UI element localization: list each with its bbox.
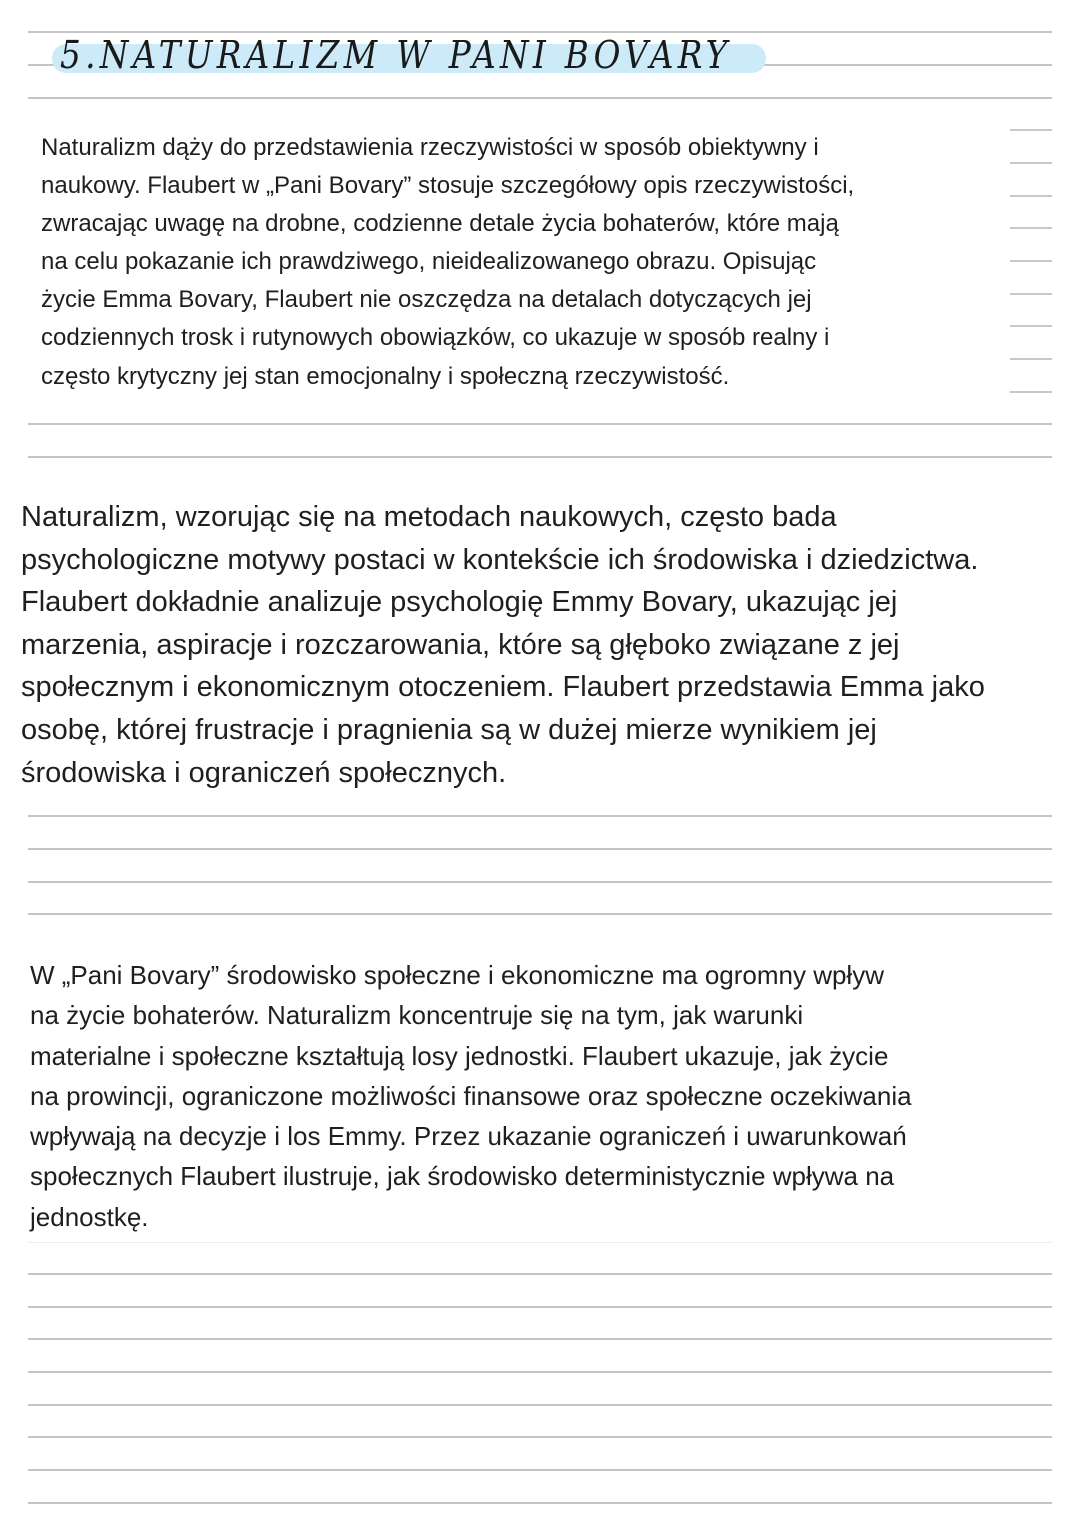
rule-line bbox=[28, 815, 1052, 817]
rule-line bbox=[28, 1436, 1052, 1438]
rule-line bbox=[28, 1469, 1052, 1471]
rule-line bbox=[28, 97, 1052, 99]
text-line: osobę, której frustracje i pragnienia są w dużej mierze wynikiem jej bbox=[21, 713, 877, 746]
margin-rule-line bbox=[1010, 358, 1052, 360]
paragraph-3 bbox=[30, 955, 912, 1237]
text-line: zwracając uwagę na drobne, codzienne detale życia bohaterów, które mają bbox=[41, 210, 839, 238]
rule-line bbox=[28, 913, 1052, 915]
text-line: Naturalizm, wzorując się na metodach naukowych, często bada bbox=[21, 501, 837, 533]
rule-line bbox=[28, 881, 1052, 883]
page-title: 5.NATURALIZM W PANI BOVARY bbox=[60, 33, 732, 77]
paragraph-2 bbox=[21, 496, 985, 794]
text-line: życie Emma Bovary, Flaubert nie oszczędza na detalach dotyczących jej bbox=[41, 286, 812, 314]
rule-line bbox=[28, 1306, 1052, 1308]
rule-line bbox=[28, 1338, 1052, 1340]
text-line: jednostkę. bbox=[30, 1201, 149, 1232]
text-line: na życie bohaterów. Naturalizm koncentruje się na tym, jak warunki bbox=[30, 1000, 804, 1031]
rule-line bbox=[28, 456, 1052, 458]
margin-rule-line bbox=[1010, 293, 1052, 295]
text-line: W „Pani Bovary” środowisko społeczne i ekonomiczne ma ogromny wpływ bbox=[30, 960, 884, 990]
margin-rule-line bbox=[1010, 260, 1052, 262]
text-line: na prowincji, ograniczone możliwości finansowe oraz społeczne oczekiwania bbox=[30, 1080, 912, 1111]
text-line: społecznym i ekonomicznym otoczeniem. Flaubert przedstawia Emma jako bbox=[21, 671, 985, 704]
rule-line bbox=[28, 1273, 1052, 1275]
margin-rule-line bbox=[1010, 162, 1052, 164]
text-line: codziennych trosk i rutynowych obowiązków, co ukazuje w sposób realny i bbox=[41, 324, 830, 352]
text-line: Flaubert dokładnie analizuje psychologię Emmy Bovary, ukazując jej bbox=[21, 586, 898, 619]
rule-line bbox=[28, 1371, 1052, 1373]
margin-rule-line bbox=[1010, 195, 1052, 197]
text-line: marzenia, aspiracje i rozczarowania, które są głęboko związane z jej bbox=[21, 628, 900, 661]
margin-rule-line bbox=[1010, 391, 1052, 393]
paragraph-1 bbox=[41, 129, 854, 396]
margin-rule-line bbox=[1010, 227, 1052, 229]
text-line: psychologiczne motywy postaci w kontekście ich środowiska i dziedzictwa. bbox=[21, 543, 979, 576]
rule-line bbox=[28, 1502, 1052, 1504]
margin-rule-line bbox=[1010, 325, 1052, 327]
rule-line bbox=[28, 1242, 1052, 1243]
margin-rule-line bbox=[1010, 129, 1052, 131]
text-line: środowiska i ograniczeń społecznych. bbox=[21, 756, 507, 789]
text-line: często krytyczny jej stan emocjonalny i społeczną rzeczywistość. bbox=[41, 362, 730, 390]
rule-line bbox=[28, 848, 1052, 850]
text-line: Naturalizm dąży do przedstawienia rzeczywistości w sposób obiektywny i bbox=[41, 134, 819, 161]
text-line: wpływają na decyzje i los Emmy. Przez ukazanie ograniczeń i uwarunkowań bbox=[30, 1121, 907, 1152]
rule-line bbox=[28, 1404, 1052, 1406]
rule-line bbox=[28, 423, 1052, 425]
text-line: naukowy. Flaubert w „Pani Bovary” stosuje szczegółowy opis rzeczywistości, bbox=[41, 172, 855, 200]
text-line: na celu pokazanie ich prawdziwego, nieidealizowanego obrazu. Opisując bbox=[41, 248, 817, 276]
text-line: społecznych Flaubert ilustruje, jak środowisko deterministycznie wpływa na bbox=[30, 1161, 895, 1192]
text-line: materialne i społeczne kształtują losy jednostki. Flaubert ukazuje, jak życie bbox=[30, 1040, 889, 1071]
